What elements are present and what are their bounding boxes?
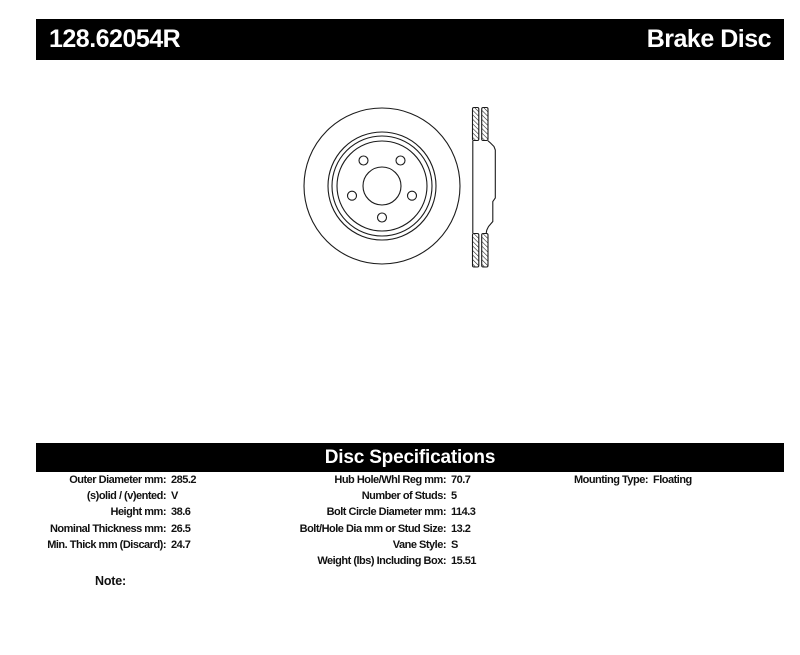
stud-hole <box>348 191 357 200</box>
spec-label: Number of Studs: <box>361 490 446 503</box>
stud-hole <box>408 191 417 200</box>
product-type-title: Brake Disc <box>646 25 771 53</box>
cross-section-strip <box>473 234 479 268</box>
spec-row <box>30 472 196 488</box>
spec-row <box>270 521 476 537</box>
center-hub-hole <box>363 167 401 205</box>
spec-label: Mounting Type: <box>573 474 648 487</box>
hat-profile-right-edge <box>486 141 495 233</box>
cross-section-strip <box>473 108 479 141</box>
hub-flange-outer-ring <box>332 136 432 236</box>
spec-label: Weight (lbs) Including Box: <box>317 555 446 568</box>
hub-flange-inner-ring <box>337 141 427 231</box>
spec-row <box>30 504 196 520</box>
spec-column-middle <box>270 472 476 569</box>
spec-value: 15.51 <box>451 555 477 568</box>
spec-label: Height mm: <box>110 506 166 519</box>
spec-row <box>30 537 196 553</box>
spec-value: Floating <box>653 474 692 487</box>
spec-row <box>30 521 196 537</box>
spec-label: Nominal Thickness mm: <box>49 522 166 535</box>
spec-row <box>270 488 476 504</box>
spec-section-bar <box>36 443 784 472</box>
spec-label: (s)olid / (v)ented: <box>86 490 166 503</box>
spec-value: 70.7 <box>451 474 471 487</box>
spec-row <box>30 488 196 504</box>
disc-side-cross-section <box>473 108 496 268</box>
cross-section-strip <box>482 108 488 141</box>
spec-label: Outer Diameter mm: <box>69 474 166 487</box>
disc-front-view <box>304 108 460 264</box>
spec-row <box>270 504 476 520</box>
disc-outer-edge <box>304 108 460 264</box>
spec-column-left <box>30 472 196 553</box>
spec-value: V <box>171 490 178 503</box>
spec-label: Vane Style: <box>392 538 446 551</box>
spec-value: 13.2 <box>451 522 471 535</box>
spec-label: Bolt Circle Diameter mm: <box>326 506 446 519</box>
spec-value: 26.5 <box>171 522 191 535</box>
part-number: 128.62054R <box>49 25 181 53</box>
stud-hole <box>378 213 387 222</box>
spec-value: 285.2 <box>171 474 197 487</box>
spec-label: Min. Thick mm (Discard): <box>47 538 166 551</box>
spec-row <box>270 537 476 553</box>
friction-surface-inner-edge <box>328 132 436 240</box>
spec-row <box>270 553 476 569</box>
spec-section-title: Disc Specifications <box>324 446 496 468</box>
note-label: Note: <box>95 574 126 588</box>
spec-row <box>545 472 692 488</box>
spec-value: 5 <box>451 490 457 503</box>
spec-label: Hub Hole/Whl Reg mm: <box>334 474 446 487</box>
spec-value: 24.7 <box>171 538 191 551</box>
spec-label: Bolt/Hole Dia mm or Stud Size: <box>299 522 446 535</box>
stud-hole <box>396 156 405 165</box>
spec-value: 38.6 <box>171 506 191 519</box>
stud-hole <box>359 156 368 165</box>
spec-row <box>270 472 476 488</box>
cross-section-strip <box>482 234 488 268</box>
spec-value: 114.3 <box>451 506 476 519</box>
spec-column-right <box>545 472 692 488</box>
spec-value: S <box>451 538 458 551</box>
